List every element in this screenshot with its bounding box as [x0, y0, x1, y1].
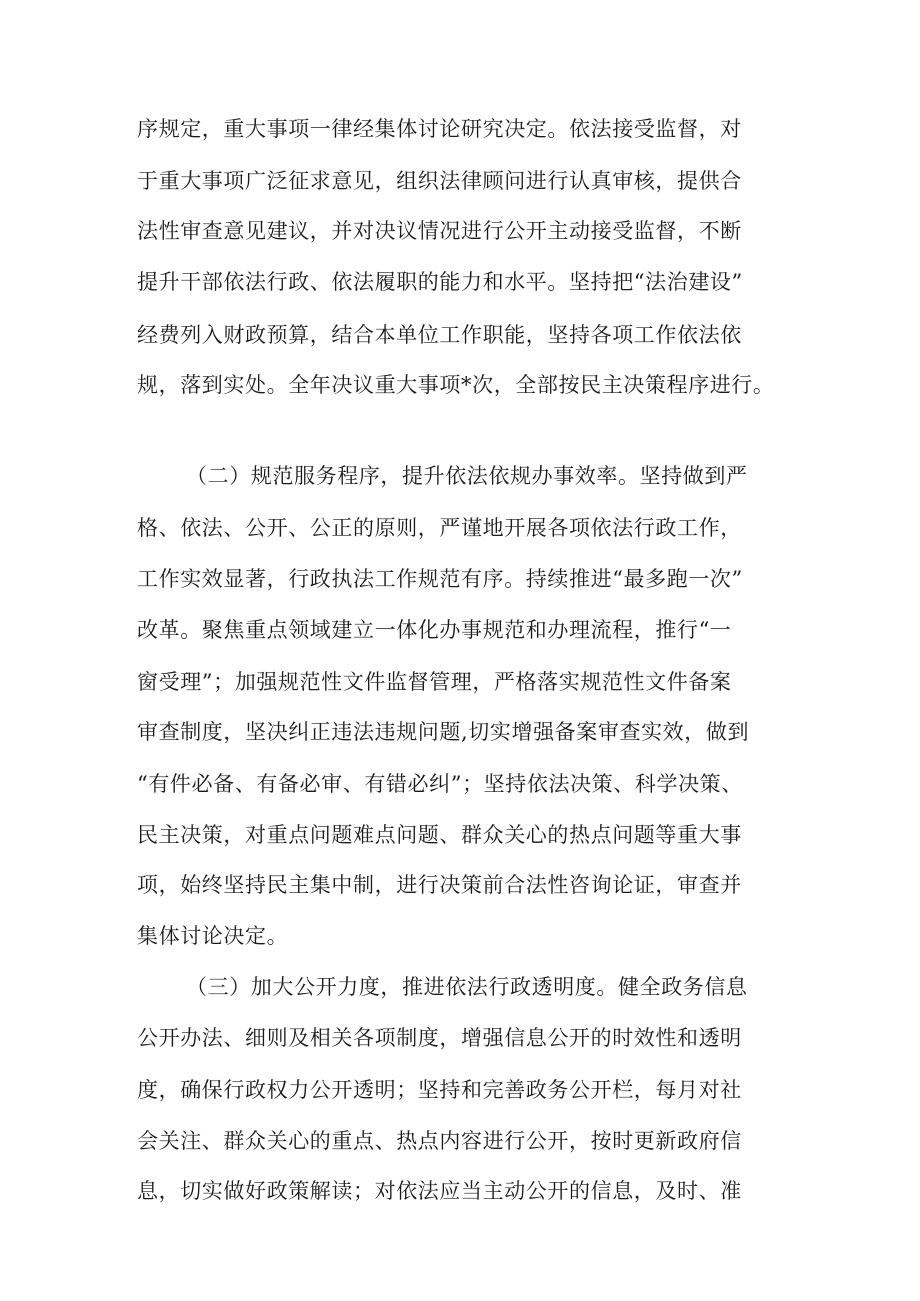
paragraph-line: 于重大事项广泛征求意见，组织法律顾问进行认真审核，提供合 [137, 169, 742, 193]
paragraph-line: 改革。聚焦重点领域建立一体化办事规范和办理流程，推行“一 [137, 618, 732, 642]
paragraph-line: “有件必备、有备必审、有错必纠”；坚持依法决策、科学决策、 [137, 772, 743, 796]
paragraph-line: 窗受理”；加强规范性文件监督管理，严格落实规范性文件备案 [137, 670, 732, 694]
paragraph-line: 公开办法、细则及相关各项制度，增强信息公开的时效性和透明 [137, 1026, 742, 1050]
section-heading-line: （三）加大公开力度，推进依法行政透明度。健全政务信息 [186, 975, 748, 999]
paragraph-line: 项，始终坚持民主集中制，进行决策前合法性咨询论证，审查并 [137, 873, 742, 897]
paragraph-line: 度，确保行政权力公开透明；坚持和完善政务公开栏，每月对社 [137, 1078, 742, 1102]
paragraph-line: 规，落到实处。全年决议重大事项*次，全部按民主决策程序进行。 [137, 373, 775, 397]
paragraph-line: 格、依法、公开、公正的原则，严谨地开展各项依法行政工作， [137, 516, 742, 540]
paragraph-line: 经费列入财政预算，结合本单位工作职能，坚持各项工作依法依 [137, 323, 742, 347]
paragraph-line: 提升干部依法行政、依法履职的能力和水平。坚持把“法治建设” [137, 270, 743, 294]
paragraph-line: 会关注、群众关心的重点、热点内容进行公开，按时更新政府信 [137, 1129, 742, 1153]
paragraph-line: 工作实效显著，行政执法工作规范有序。持续推进“最多跑一次” [137, 567, 743, 591]
paragraph-line: 法性审查意见建议，并对决议情况进行公开主动接受监督，不断 [137, 219, 742, 243]
paragraph-line: 息，切实做好政策解读；对依法应当主动公开的信息，及时、准 [137, 1179, 742, 1203]
paragraph-line: 审查制度，坚决纠正违法违规问题,切实增强备案审查实效，做到 [137, 720, 750, 744]
paragraph-line: 序规定，重大事项一律经集体讨论研究决定。依法接受监督，对 [137, 117, 742, 141]
paragraph-line: 集体讨论决定。 [137, 924, 289, 948]
paragraph-line: 民主决策，对重点问题难点问题、群众关心的热点问题等重大事 [137, 823, 742, 847]
section-heading-line: （二）规范服务程序，提升依法依规办事效率。坚持做到严 [186, 464, 748, 488]
